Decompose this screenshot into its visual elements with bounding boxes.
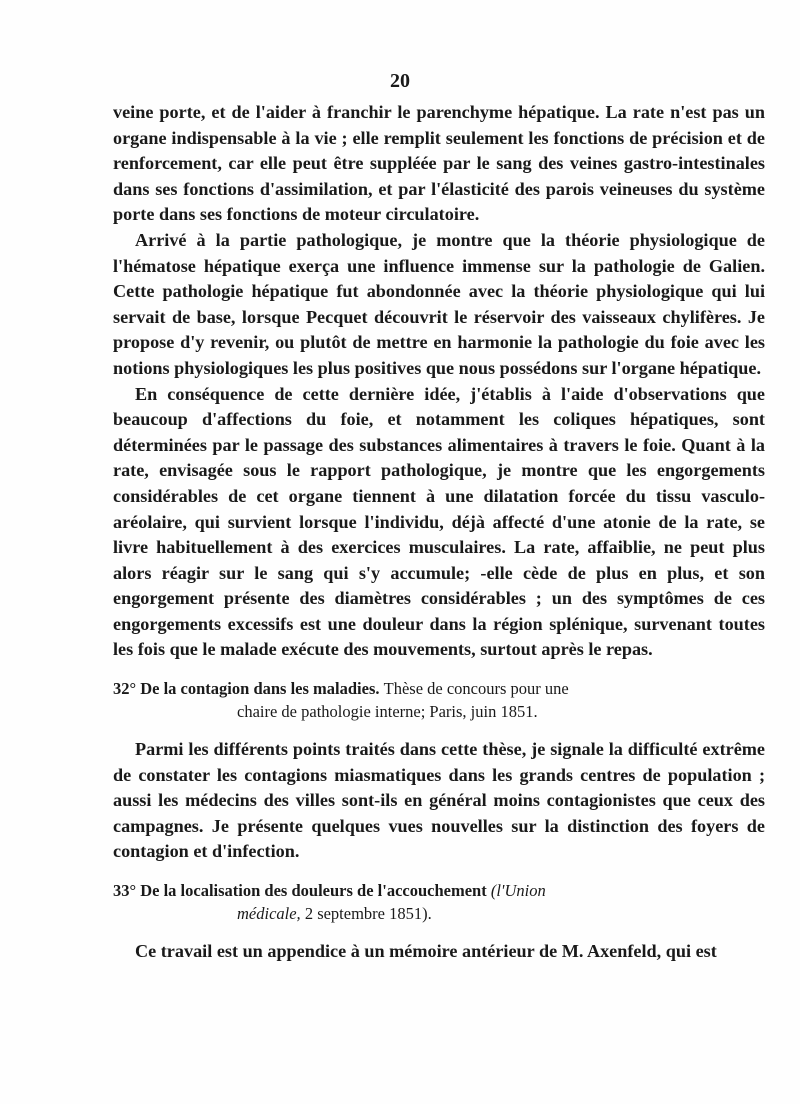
paragraph-1: veine porte, et de l'aider à franchir le parenchyme hépatique. La rate n'est pas un organe indispensable à la vie ; elle remplit seulement les fonctions de précision et de renforcement, car elle peut être suppléée par le sang des veines gastro-intestinales dans ses fonctions d'assimilation, et par l'élasticité des parois veineuses du système porte dans ses fonctions de moteur circulatoire. (113, 102, 765, 225)
paragraph-3: En conséquence de cette dernière idée, j'établis à l'aide d'observations que beaucoup d'affections du foie, et notamment les coliques hépatiques, sont déterminées par le passage des substances alimentaires à travers le foie. Quant à la rate, envisagée sous le rapport pathologique, je montre que les engorgements considérables de cet organe tiennent à une dilatation forcée du tissu vasculo-aréolaire, qui survient lorsque l'individu, déjà affecté d'une atonie de la rate, se livre habituellement à des exercices musculaires. La rate, affaiblie, ne peut plus alors réagir sur le sang qui s'y accumule; -elle cède de plus en plus, et son engorgement présente des diamètres considérables ; un des symptômes de ces engorgements excessifs est une douleur dans la région splénique, survenant toutes les fois que le malade exécute des mouvements, surtout après le repas. (113, 383, 765, 660)
section-32-title: De la contagion dans les maladies. (140, 679, 380, 699)
paragraph-2: Arrivé à la partie pathologique, je montre que la théorie physiologique de l'hématose hépatique exerça une influence immense sur la pathologie de Galien. Cette pathologie hépatique fut abondonnée avec la théorie physiologique qui lui servait de base, lorsque Pecquet découvrit le réservoir des vaisseaux chylifères. Je propose d'y revenir, ou plutôt de mettre en harmonie la pathologie du foie avec les notions physiologiques les plus positives que nous possédons sur l'organe hépatique. (113, 229, 765, 378)
section-33-heading (113, 879, 765, 925)
section-33-date: 2 septembre 1851). (304, 904, 432, 924)
section-33 (113, 879, 765, 965)
section-32-heading (113, 677, 765, 723)
section-33-paragraph: Ce travail est un appendice à un mémoire antérieur de M. Axenfeld, qui est (135, 941, 717, 962)
section-32 (113, 677, 765, 865)
section-32-paragraph: Parmi les différents points traités dans cette thèse, je signale la difficulté extrême de constater les contagions miasmatiques dans les grands centres de population ; aussi les médecins des villes sont-ils en général moins contagionistes que ceux des campagnes. Je présente quelques vues nouvelles sur la distinction des foyers de contagion et d'infection. (113, 739, 765, 862)
section-33-title: De la localisation des douleurs de l'accouchement (140, 881, 487, 901)
page-body (113, 100, 765, 965)
section-32-description-cont: chaire de pathologie interne; Paris, juin 1851. (237, 702, 538, 722)
section-32-number: 32° (113, 679, 137, 699)
section-32-description: Thèse de concours pour une (383, 679, 569, 699)
page-number: 20 (390, 70, 410, 92)
section-33-journal-cont: médicale, (237, 904, 301, 924)
section-33-number: 33° (113, 881, 137, 901)
section-33-journal: (l'Union (490, 881, 546, 901)
